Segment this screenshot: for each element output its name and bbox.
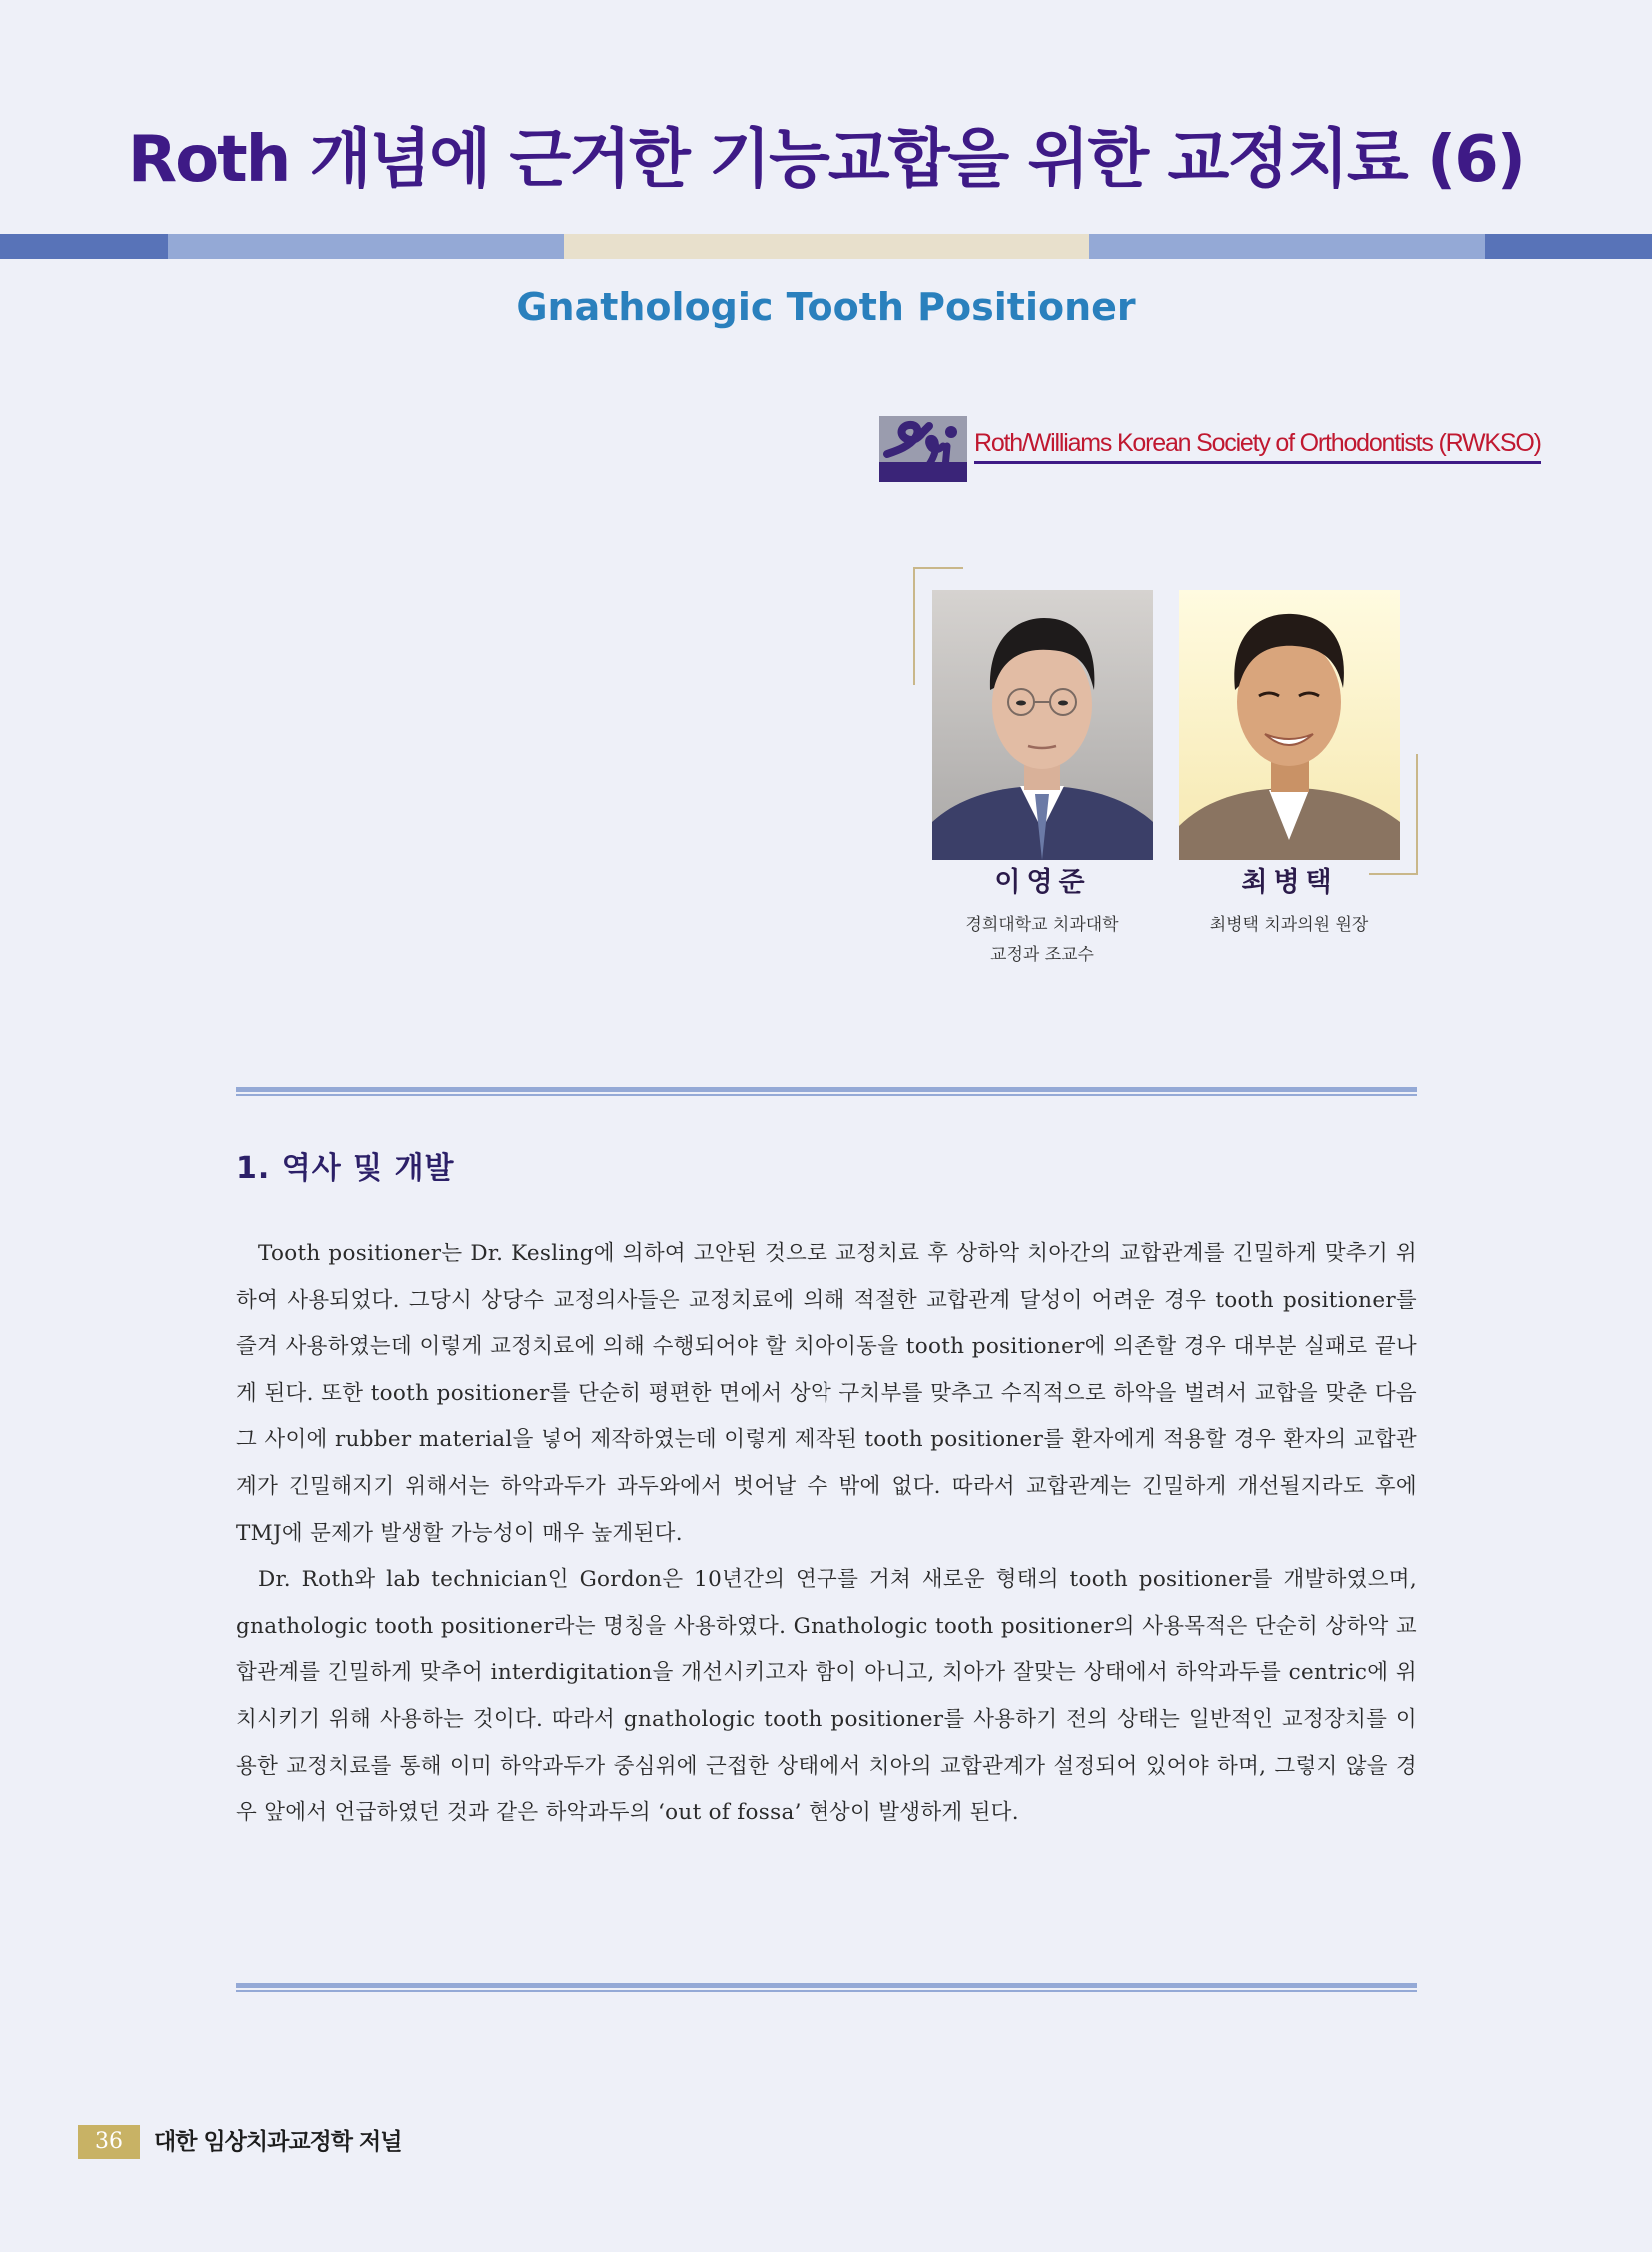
- author-affiliation: [1159, 910, 1419, 940]
- body-paragraph: Tooth positioner는 Dr. Kesling에 의하여 고안된 것으로 교정치료 후 상하악 치아간의 교합관계를 긴밀하게 맞추기 위하여 사용되었다. 그당시 상당수 교정의사들은 교정치료에 의해 적절한 교합관계 달성이 어려운 경우 tooth positioner를 즐겨 사용하였는데 이렇게 교정치료에 의해 수행되어야 할 치아이동을 tooth positioner에 의존할 경우 대부분 실패로 끝나게 된다. 또한 tooth positioner를 단순히 평편한 면에서 상악 구치부를 맞추고 수직적으로 하악을 벌려서 교합을 맞춘 다음 그 사이에 rubber material을 넣어 제작하였는데 이렇게 제작된 tooth positioner를 환자에게 적용할 경우 환자의 교합관계가 긴밀해지기 위해서는 하악과두가 과두와에서 벗어날 수 밖에 없다. 따라서 교합관계는 긴밀하게 개선될지라도 후에 TMJ에 문제가 발생할 가능성이 매우 높게된다.: [236, 1241, 1417, 1546]
- section-rule-bottom: [236, 1983, 1417, 1988]
- title-bar-segment: [168, 234, 564, 259]
- affiliation-line: 경희대학교 치과대학: [965, 915, 1119, 935]
- body-paragraph: Dr. Roth와 lab technician인 Gordon은 10년간의 연구를 거쳐 새로운 형태의 tooth positioner를 개발하였으며, gnathologic tooth positioner라는 명칭을 사용하였다. Gnathologic tooth positioner의 사용목적은 단순히 상하악 교합관계를 긴밀하게 맞추어 interdigitation을 개선시키고자 함이 아니고, 치아가 잘맞는 상태에서 하악과두를 centric에 위치시키기 위해 사용하는 것이다. 따라서 gnathologic tooth positioner를 사용하기 전의 상태는 일반적인 교정장치를 이용한 교정치료를 통해 이미 하악과두가 중심위에 근접한 상태에서 치아의 교합관계가 설정되어 있어야 하며, 그렇지 않을 경우 앞에서 언급하였던 것과 같은 하악과두의 ‘out of fossa’ 현상이 발생하게 된다.: [236, 1567, 1418, 1826]
- author-photo: [1179, 590, 1400, 860]
- section-rule-top: [236, 1087, 1417, 1092]
- author-name: 이영준: [994, 867, 1091, 898]
- section-heading: 1. 역사 및 개발: [236, 1151, 455, 1186]
- affiliation-line: 최병택 치과의원 원장: [1209, 915, 1369, 935]
- section-rule-bottom-thin: [236, 1990, 1417, 1992]
- author-name: 최병택: [1241, 867, 1338, 898]
- author-affiliation: [912, 910, 1172, 970]
- section-body: [236, 1231, 1417, 1837]
- title-bar-segment: [564, 234, 1089, 259]
- title-bar-segment: [1485, 234, 1652, 259]
- author-photo: [932, 590, 1153, 860]
- article-subtitle: Gnathologic Tooth Positioner: [516, 285, 1136, 329]
- page-number: 36: [78, 2125, 140, 2159]
- article-title: Roth 개념에 근거한 기능교합을 위한 교정치료 (6): [127, 123, 1525, 197]
- society-name: Roth/Williams Korean Society of Orthodontists (RWKSO): [974, 430, 1541, 464]
- photo-frame-line: [913, 567, 963, 569]
- title-bar-segment: [1089, 234, 1485, 259]
- photo-frame-line: [1416, 754, 1418, 874]
- affiliation-line: 교정과 조교수: [990, 945, 1094, 965]
- title-bar-segment: [0, 234, 168, 259]
- journal-name: 대한 임상치과교정학 저널: [154, 2129, 402, 2155]
- section-rule-top-thin: [236, 1094, 1417, 1096]
- photo-frame-line: [913, 567, 915, 685]
- rwkso-logo-icon: [879, 416, 967, 482]
